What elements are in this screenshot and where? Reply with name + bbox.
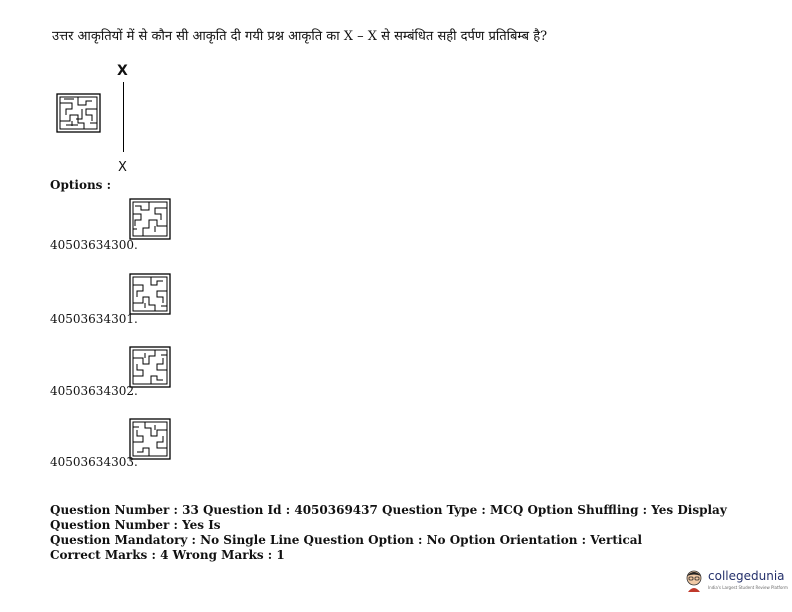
mirror-label-bottom: X [118, 160, 127, 175]
mirror-label-top: X [117, 63, 128, 79]
option-id-1: 40503634300. [50, 238, 138, 252]
meta-line-1: Question Number : 33 Question Id : 4050369437 Question Type : MCQ Option Shuffling : Yes Display Question Number : Yes Is [50, 503, 727, 532]
option-figure-3[interactable] [129, 346, 171, 388]
maze-option-1-icon [129, 198, 171, 240]
option-figure-1[interactable] [129, 198, 171, 240]
maze-option-4-icon [129, 418, 171, 460]
option-figure-4[interactable] [129, 418, 171, 460]
student-mascot-icon [682, 568, 706, 592]
question-metadata [50, 503, 750, 563]
option-id-4: 40503634303. [50, 455, 138, 469]
brand-name: collegedunia [708, 569, 785, 583]
brand-watermark[interactable] [682, 566, 788, 596]
maze-figure-icon [56, 93, 101, 133]
option-id-2: 40503634301. [50, 312, 138, 326]
brand-tagline: India's Largest Student Review Platform [708, 585, 788, 590]
option-id-3: 40503634302. [50, 384, 138, 398]
options-label: Options : [50, 178, 112, 192]
mirror-line [123, 82, 124, 152]
meta-line-3: Correct Marks : 4 Wrong Marks : 1 [50, 548, 285, 562]
meta-line-2: Question Mandatory : No Single Line Question Option : No Option Orientation : Vertical [50, 533, 643, 547]
question-figure [56, 93, 101, 133]
maze-option-3-icon [129, 346, 171, 388]
maze-option-2-icon [129, 273, 171, 315]
option-figure-2[interactable] [129, 273, 171, 315]
question-text: उत्तर आकृतियों में से कौन सी आकृति दी गयी प्रश्न आकृति का X – X से सम्बंधित सही दर्पण प्रतिबिम्ब है? [52, 29, 548, 44]
